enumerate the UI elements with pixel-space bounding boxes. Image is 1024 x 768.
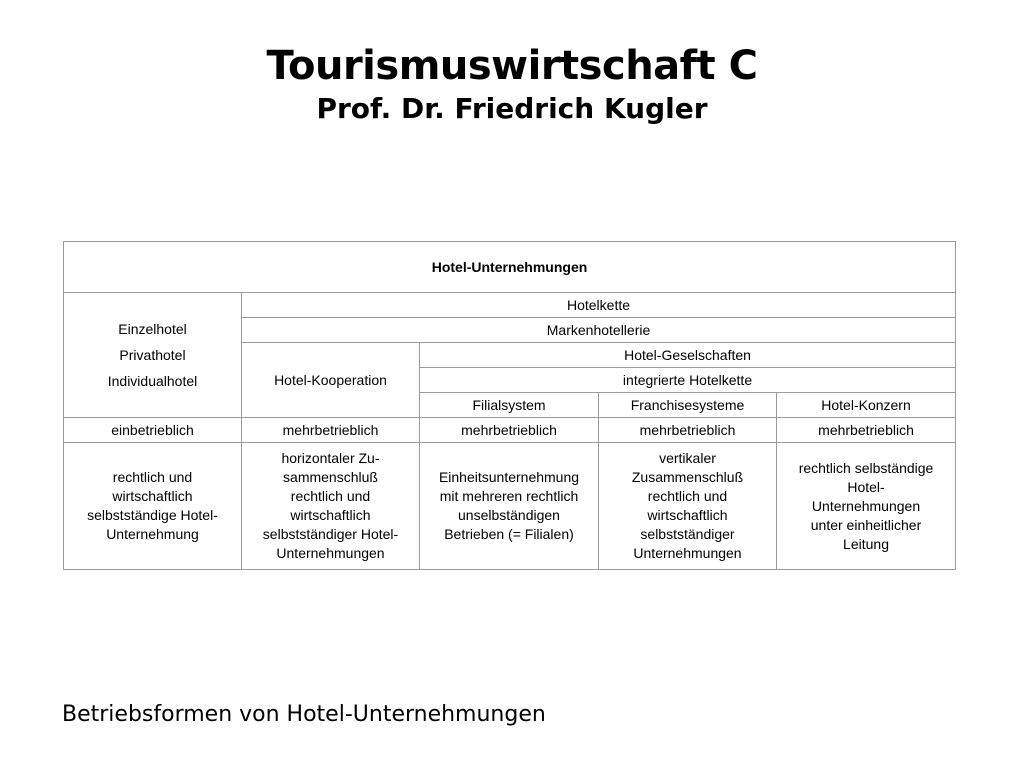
- einzelhotel-label: Einzelhotel: [118, 321, 187, 337]
- description-line: Zusammenschluß: [631, 469, 744, 485]
- hotel-kooperation-cell: Hotel-Kooperation: [242, 343, 420, 418]
- description-line: rechtlich und: [290, 488, 371, 504]
- table-header-row: [64, 242, 956, 293]
- description-line: unselbständigen: [458, 507, 560, 523]
- description-line: Unternehmungen: [633, 545, 742, 561]
- individualhotel-label: Individualhotel: [107, 373, 198, 389]
- hotelkette-cell: Hotelkette: [242, 293, 956, 318]
- hotel-konzern-cell: Hotel-Konzern: [777, 393, 956, 418]
- privathotel-label: Privathotel: [119, 347, 186, 363]
- description-line: Unternehmungen: [276, 545, 385, 561]
- betrieb-cell: mehrbetrieblich: [777, 418, 956, 443]
- betrieb-cell: einbetrieblich: [64, 418, 242, 443]
- description-line: vertikaler: [659, 450, 716, 466]
- description-line: Unternehmungen: [811, 497, 921, 514]
- description-line: unter einheitlicher: [810, 516, 922, 533]
- description-line: selbstständige Hotel-: [87, 507, 218, 523]
- slide-header: [0, 40, 1024, 126]
- slide-subtitle: Prof. Dr. Friedrich Kugler: [316, 92, 708, 125]
- slide-caption: Betriebsformen von Hotel-Unternehmungen: [62, 702, 546, 727]
- description-cell: [777, 443, 956, 570]
- table-header-cell: Hotel-Unternehmungen: [64, 242, 956, 293]
- description-cell: [599, 443, 777, 570]
- markenhotellerie-cell: Markenhotellerie: [242, 318, 956, 343]
- slide-title: Tourismuswirtschaft C: [266, 43, 758, 89]
- description-line: rechtlich und: [647, 488, 728, 504]
- description-line: Hotel-: [847, 478, 885, 495]
- description-line: Betrieben (= Filialen): [444, 526, 574, 542]
- description-line: wirtschaftlich: [112, 488, 193, 504]
- description-line: wirtschaftlich: [647, 507, 728, 523]
- description-line: sammenschluß: [283, 469, 378, 485]
- description-line: mit mehreren rechtlich: [439, 488, 579, 504]
- description-line: selbstständiger Hotel-: [262, 526, 399, 542]
- description-line: Einheitsunternehmung: [438, 469, 580, 485]
- description-line: wirtschaftlich: [290, 507, 371, 523]
- integrierte-hotelkette-cell: integrierte Hotelkette: [420, 368, 956, 393]
- filialsystem-cell: Filialsystem: [420, 393, 599, 418]
- description-line: selbstständiger: [640, 526, 735, 542]
- hotel-forms-table: [63, 241, 956, 570]
- description-cell: [420, 443, 599, 570]
- description-line: rechtlich und: [112, 469, 193, 485]
- description-cell: [64, 443, 242, 570]
- description-line: horizontaler Zu-: [281, 450, 380, 466]
- description-line: Unternehmung: [106, 526, 199, 542]
- betrieb-cell: mehrbetrieblich: [242, 418, 420, 443]
- description-line: rechtlich selbständige: [798, 459, 934, 476]
- betrieb-cell: mehrbetrieblich: [420, 418, 599, 443]
- einzelhotel-cell: [64, 293, 242, 418]
- franchisesysteme-cell: Franchisesysteme: [599, 393, 777, 418]
- hotel-gesellschaften-cell: Hotel-Geselschaften: [420, 343, 956, 368]
- table-row: [64, 293, 956, 318]
- betrieb-row: [64, 418, 956, 443]
- description-row: [64, 443, 956, 570]
- betrieb-cell: mehrbetrieblich: [599, 418, 777, 443]
- description-cell: [242, 443, 420, 570]
- description-line: Leitung: [843, 535, 889, 552]
